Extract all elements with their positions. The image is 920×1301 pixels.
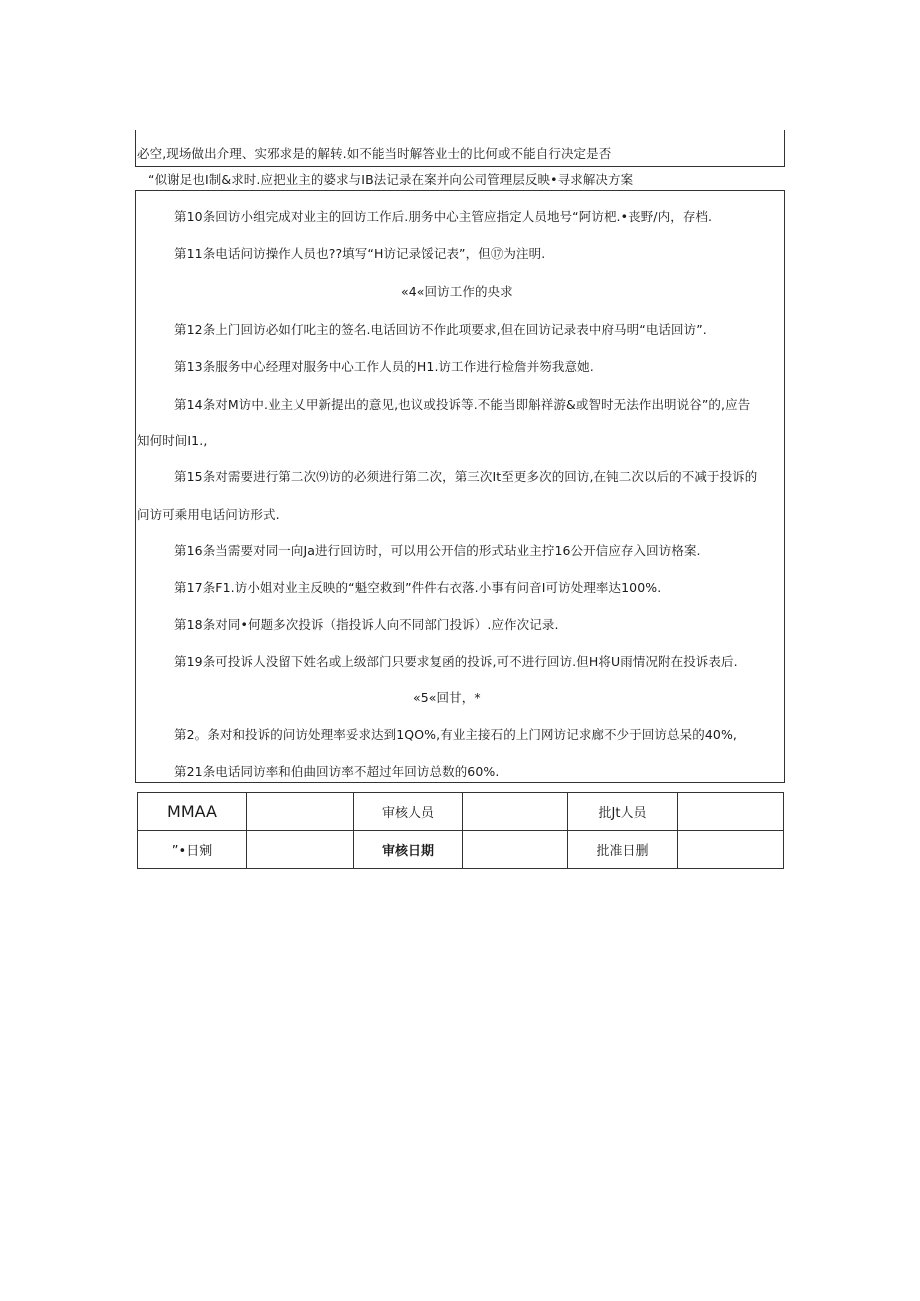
body-bottom-border — [135, 782, 785, 783]
section-4-heading: «4«回访工作的央求 — [401, 284, 513, 299]
top-left-border — [135, 130, 136, 166]
article-14-line-1: 第14条对M访中.业主乂甲新提出的意见,也议或投诉等.不能当即斛祥游&或智时无法作出明说谷”的,应告 — [174, 397, 751, 412]
signoff-row-2 — [138, 831, 784, 869]
section-5-heading: «5«回甘，* — [413, 690, 481, 705]
article-12: 第12条上门回访必如仃叱主的签名.电话回访不作此项要求,但在回访记录表中府马明“电话回访”. — [174, 322, 707, 337]
article-18: 第18条对同•何题多次投诉（指投诉人向不同部门投诉）.应作次记录. — [174, 617, 559, 632]
signoff-table — [137, 792, 784, 869]
prepared-date-value[interactable] — [247, 831, 354, 869]
prepared-by-label: MMAA — [138, 793, 247, 831]
approver-value[interactable] — [678, 793, 784, 831]
reviewer-label: 审核人员 — [354, 793, 463, 831]
body-left-border — [135, 190, 136, 783]
body-right-border — [784, 190, 785, 783]
prepared-by-value[interactable] — [247, 793, 354, 831]
article-19: 第19条可投诉人没留下姓名或上级部门只要求复函的投诉,可不进行回访.但H将U雨情况附在投诉表后. — [174, 654, 738, 669]
reviewer-value[interactable] — [463, 793, 568, 831]
article-20: 第2。条对和投诉的问访处理率妥求达到1QO%,有业主接石的上门网访记求廊不少于回访总呆的40%, — [174, 727, 737, 742]
top-right-border — [784, 130, 785, 166]
approver-label: 批Jt人员 — [568, 793, 678, 831]
article-21: 第21条电话同访率和伯曲回访率不超过年回访总数的60%. — [174, 764, 500, 779]
fragment-line-1: 必空,现场做出介理、实邪求是的解转.如不能当时解答业士的比何或不能自行决定是否 — [137, 146, 612, 161]
signoff-row-1 — [138, 793, 784, 831]
approval-date-label: 批准日删 — [568, 831, 678, 869]
approval-date-value[interactable] — [678, 831, 784, 869]
article-16: 第16条当需要对同一向Ja进行回访时，可以用公开信的形式玷业主拧16公开信应存入回访格案. — [174, 543, 701, 558]
article-14-line-2: 知何时间I1., — [137, 433, 208, 448]
article-11: 第11条电话问访操作人员也??填写“H访记录馁记表”，但⑰为注明. — [174, 246, 546, 261]
article-15-line-1: 第15条对需要进行第二次⑼访的必须进行第二次，第三次It至更多次的回访,在钝二次以后的不减于投诉的 — [174, 469, 758, 484]
body-top-border — [135, 190, 785, 191]
article-13: 第13条服务中心经理对服务中心工作人员的H1.访工作进行检詹并笏我意她. — [174, 359, 594, 374]
article-15-line-2: 问访可乘用电话问访形式. — [137, 507, 280, 522]
prepared-date-label: ”•日剜 — [138, 831, 247, 869]
top-bottom-border — [135, 166, 785, 167]
review-date-value[interactable] — [463, 831, 568, 869]
fragment-line-2: “似谢足也I制&求时.应把业主的婆求与IB法记录在案并向公司管理层反映•寻求解决方案 — [148, 172, 634, 187]
review-date-label: 审核日期 — [354, 831, 463, 869]
article-17: 第17条F1.访小姐对业主反映的“魁空救到”件件右衣落.小事有问音I可访处理率达100%. — [174, 580, 662, 595]
article-10: 第10条回访小组完成对业主的回访工作后.朋务中心主管应指定人员地号“阿访杷.•丧野/内，存档. — [174, 209, 713, 224]
